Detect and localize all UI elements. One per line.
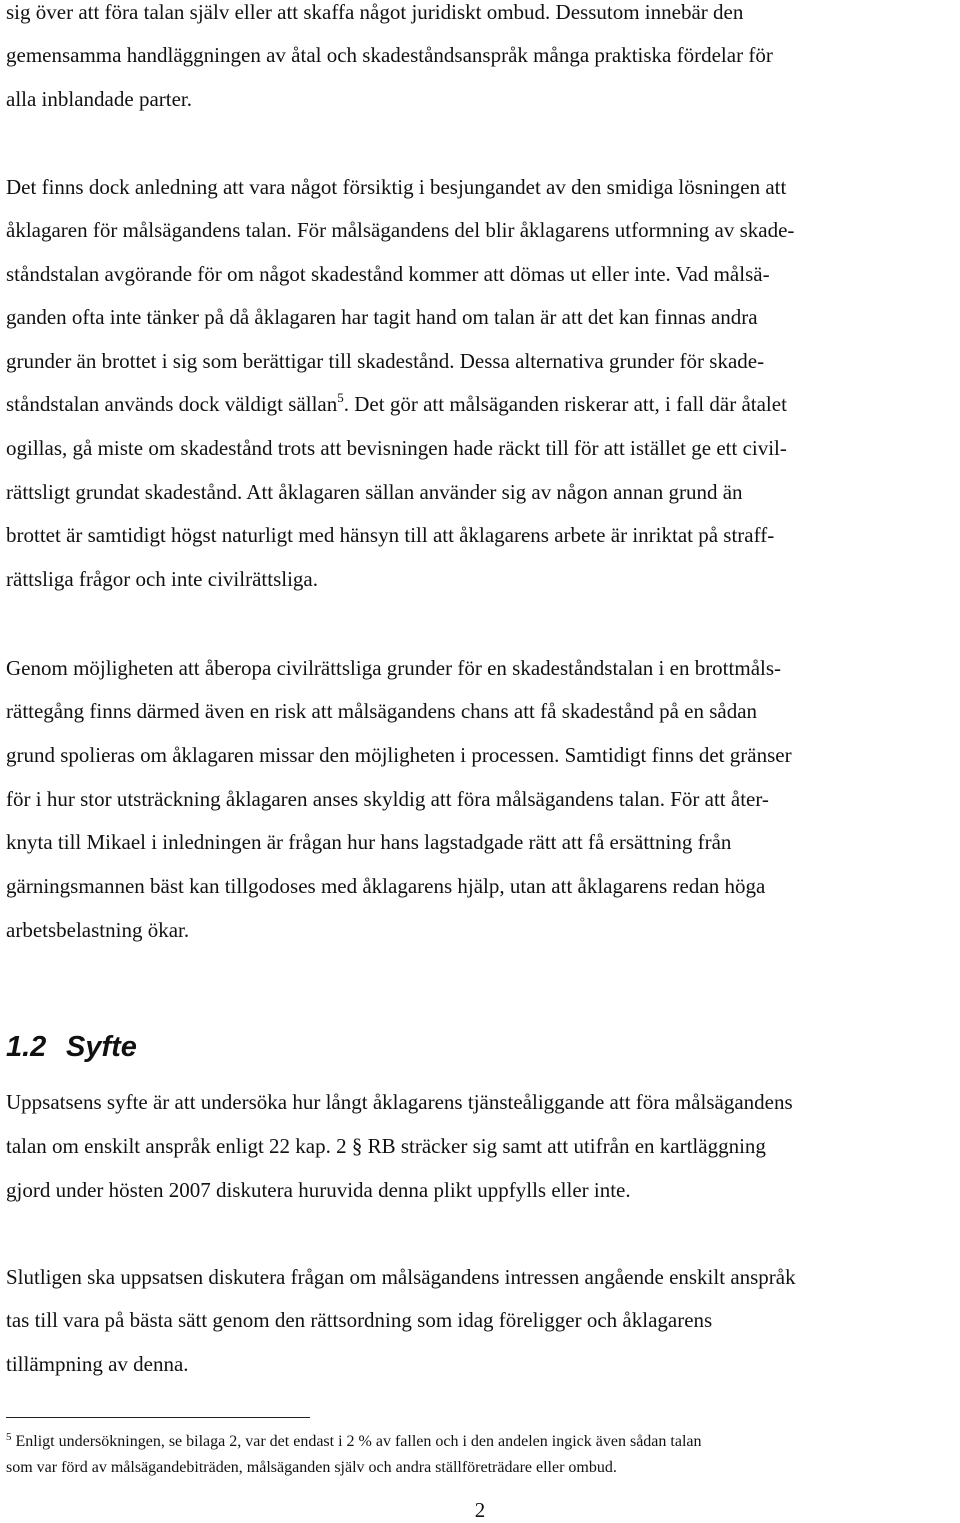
text-line: alla inblandade parter.: [6, 87, 192, 111]
text-line: Slutligen ska uppsatsen diskutera frågan om målsägandens intressen angående enskilt anspråk: [6, 1265, 796, 1289]
text-line: arbetsbelastning ökar.: [6, 918, 190, 942]
footnote-marker: 5: [6, 1431, 12, 1443]
text-line: grund spolieras om åklagaren missar den möjligheten i processen. Samtidigt finns det gränser: [6, 743, 792, 767]
text-line: gjord under hösten 2007 diskutera huruvida denna plikt uppfylls eller inte.: [6, 1178, 631, 1202]
section-number: 1.2: [6, 1031, 47, 1063]
text-line: Genom möjligheten att åberopa civilrättsliga grunder för en skadeståndstalan i en brottmåls-: [6, 656, 782, 680]
text-line: tas till vara på bästa sätt genom den rättsordning som idag föreligger och åklagarens: [6, 1308, 713, 1332]
text-line: Uppsatsens syfte är att undersöka hur långt åklagarens tjänsteåliggande att föra målsägandens: [6, 1090, 793, 1114]
text-line: rättsliga frågor och inte civilrättsliga.: [6, 567, 318, 591]
text-line: knyta till Mikael i inledningen är frågan hur hans lagstadgade rätt att få ersättning från: [6, 830, 732, 854]
footnote-line: [6, 1432, 702, 1452]
text-line: ogillas, gå miste om skadestånd trots att bevisningen hade räckt till för att istället ge ett civil-: [6, 436, 787, 460]
text-line: rättsligt grundat skadestånd. Att åklagaren sällan använder sig av någon annan grund än: [6, 480, 743, 504]
footnote-reference[interactable]: 5: [337, 390, 344, 405]
footnote-separator: [6, 1417, 310, 1418]
text-line: ganden ofta inte tänker på då åklagaren har tagit hand om talan är att det kan finnas andra: [6, 305, 758, 329]
text-line: brottet är samtidigt högst naturligt med hänsyn till att åklagarens arbete är inriktat på straff-: [6, 523, 775, 547]
section-heading: [6, 1030, 137, 1064]
text-line: [6, 391, 787, 417]
text-line: sig över att föra talan själv eller att skaffa något juridiskt ombud. Dessutom innebär den: [6, 0, 744, 24]
section-title: Syfte: [66, 1031, 137, 1063]
text-line: grunder än brottet i sig som berättigar till skadestånd. Dessa alternativa grunder för skade-: [6, 349, 765, 373]
page-number: 2: [474, 1498, 486, 1522]
text-line: för i hur stor utsträckning åklagaren anses skyldig att föra målsägandens talan. För att åter-: [6, 787, 769, 811]
text-line: gemensamma handläggningen av åtal och skadeståndsanspråk många praktiska fördelar för: [6, 43, 773, 67]
text-segment: ståndstalan används dock väldigt sällan: [6, 392, 338, 416]
text-line: rättegång finns därmed även en risk att målsägandens chans att få skadestånd på en sådan: [6, 699, 758, 723]
text-line: Det finns dock anledning att vara något försiktig i besjungandet av den smidiga lösningen att: [6, 175, 787, 199]
text-line: ståndstalan avgörande för om något skadestånd kommer att dömas ut eller inte. Vad målsä-: [6, 262, 770, 286]
text-segment: . Det gör att målsäganden riskerar att, i fall där åtalet: [343, 392, 787, 416]
footnote-text: Enligt undersökningen, se bilaga 2, var det endast i 2 % av fallen och i den andelen ingick även sådan talan: [15, 1433, 702, 1450]
text-line: åklagaren för målsägandens talan. För målsägandens del blir åklagarens utformning av skade-: [6, 218, 795, 242]
footnote-line: som var förd av målsägandebiträden, målsäganden själv och andra ställföreträdare eller ombud.: [6, 1459, 617, 1476]
text-line: tillämpning av denna.: [6, 1352, 189, 1376]
text-line: talan om enskilt anspråk enligt 22 kap. 2 § RB sträcker sig samt att utifrån en kartläggning: [6, 1134, 766, 1158]
text-line: gärningsmannen bäst kan tillgodoses med åklagarens hjälp, utan att åklagarens redan höga: [6, 874, 766, 898]
